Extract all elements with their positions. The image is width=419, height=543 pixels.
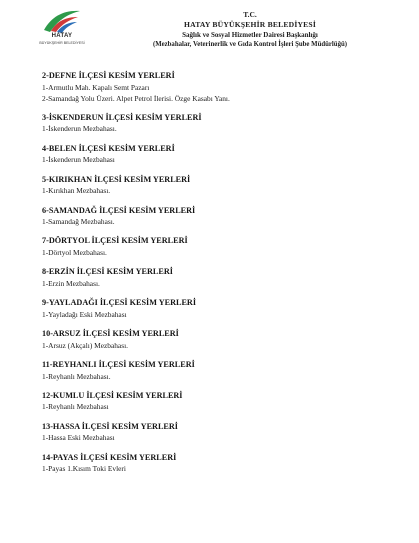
list-item: 1-Payas 1.Kısım Toki Evleri [42,464,126,474]
section-title: 9-YAYLADAĞI İLÇESİ KESİM YERLERİ [42,298,197,308]
section-title: 4-BELEN İLÇESİ KESİM YERLERİ [42,143,175,153]
section-belen [42,144,402,166]
section-title: 11-REYHANLI İLÇESİ KESİM YERLERİ [42,360,195,370]
list-item: 1-Yayladağı Eski Mezbahası [42,309,127,319]
hatay-logo-icon [42,8,82,34]
document-header [110,10,390,50]
list-item: 2-Samandağ Yolu Üzeri. Alpet Petrol İlerisi. Özge Kasabı Yanı. [42,93,230,103]
slaughter-locations-list [42,71,402,484]
list-item: 1-Erzin Mezbahası. [42,278,100,288]
section-title: 12-KUMLU İLÇESİ KESİM YERLERİ [42,390,183,400]
header-branch: (Mezbahalar, Veterinerlik ve Gıda Kontrol İşleri Şube Müdürlüğü) [152,41,348,48]
section-title: 7-DÖRTYOL İLÇESİ KESİM YERLERİ [42,236,188,246]
section-erzin [42,267,402,289]
section-dortyol [42,236,402,258]
list-item: 1-İskenderun Mezbahası. [42,124,117,134]
section-title: 5-KIRIKHAN İLÇESİ KESİM YERLERİ [42,174,191,184]
list-item: 1-Dörtyol Mezbahası. [42,247,107,257]
section-hassa [42,422,402,444]
list-item: 1-Reyhanlı Mezbahası [42,402,109,412]
hatay-logo [36,8,88,48]
section-title: 13-HASSA İLÇESİ KESİM YERLERİ [42,421,178,431]
section-iskenderun [42,113,402,135]
section-yayladagi [42,298,402,320]
list-item: 1-Samandağ Mezbahası. [42,217,115,227]
header-department: Sağlık ve Sosyal Hizmetler Dairesi Başkanlığı [182,31,318,39]
section-title: 10-ARSUZ İLÇESİ KESİM YERLERİ [42,329,179,339]
header-tc: T.C. [243,10,257,19]
header-municipality: HATAY BÜYÜKŞEHİR BELEDİYESİ [184,20,316,29]
section-title: 3-İSKENDERUN İLÇESİ KESİM YERLERİ [42,112,202,122]
logo-subtitle: BÜYÜKŞEHİR BELEDİYESİ [39,41,85,45]
list-item: 1-Arsuz (Akçalı) Mezbahası. [42,340,128,350]
section-title: 8-ERZİN İLÇESİ KESİM YERLERİ [42,267,173,277]
list-item: 1-İskenderun Mezbahası [42,155,115,165]
section-defne [42,71,402,104]
section-arsuz [42,329,402,351]
section-kumlu [42,391,402,413]
section-samandag [42,206,402,228]
section-title: 2-DEFNE İLÇESİ KESİM YERLERİ [42,71,175,80]
list-item: 1-Hassa Eski Mezbahası [42,433,115,443]
section-title: 6-SAMANDAĞ İLÇESİ KESİM YERLERİ [42,205,196,215]
section-kirikhan [42,175,402,197]
section-reyhanli [42,360,402,382]
list-item: 1-Armutlu Mah. Kapalı Semt Pazarı [42,82,150,92]
list-item: 1-Reyhanlı Mezbahası. [42,371,111,381]
logo-title: HATAY [51,33,73,39]
list-item: 1-Kırıkhan Mezbahası. [42,186,111,196]
section-title: 14-PAYAS İLÇESİ KESİM YERLERİ [42,452,177,462]
section-payas [42,453,402,475]
